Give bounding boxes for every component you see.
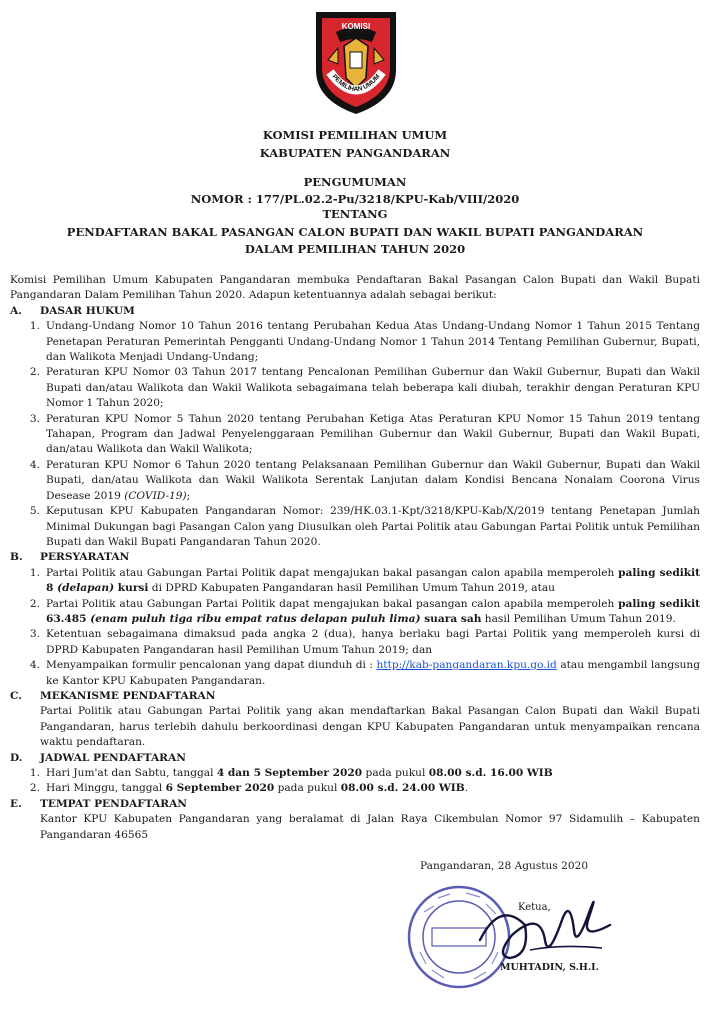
section-letter: A.: [10, 304, 22, 317]
list-item: 4. Menyampaikan formulir pencalonan yang dapat diunduh di : http://kab-pangandaran.kpu.go.id atau mengambil langsung ke Kantor KPU Kabupaten Pangandaran.: [29, 659, 701, 687]
section-letter: B.: [10, 551, 23, 564]
kpu-logo: [308, 8, 404, 118]
section-title: JADWAL PENDAFTARAN: [40, 751, 186, 764]
section-b-list: [10, 566, 700, 689]
section-a-list: [10, 319, 700, 550]
section-letter: D.: [10, 751, 23, 764]
list-item: 2. Hari Minggu, tanggal 6 September 2020 pada pukul 08.00 s.d. 24.00 WIB.: [29, 782, 469, 795]
section-letter: C.: [10, 689, 22, 702]
section-title: MEKANISME PENDAFTARAN: [40, 689, 216, 702]
list-item: 3. Peraturan KPU Nomor 5 Tahun 2020 tentang Perubahan Ketiga Atas Peraturan KPU Nomor 15 Tahun 2019 tentang Tahapan, Program dan Jadwal Penyelenggaraan Pemilihan Gubernur dan Wakil Gubernur, Bupati dan Wakil Bupati, dan/atau Walikota dan Wakil Walikota;: [29, 412, 700, 456]
place-date: Pangandaran, 28 Agustus 2020: [420, 860, 589, 872]
section-title: TEMPAT PENDAFTARAN: [40, 797, 187, 810]
section-d-heading: [10, 751, 700, 766]
logo-text-top: KOMISI: [341, 22, 371, 31]
doc-type: PENGUMUMAN: [303, 175, 407, 189]
intro-paragraph: Komisi Pemilihan Umum Kabupaten Pangandaran membuka Pendaftaran Bakal Pasangan Calon Bupati dan Wakil Bupati Pangandaran Dalam Pemilihan Tahun 2020. Adapun ketentuannya adalah sebagai berikut:: [10, 274, 700, 302]
section-e-heading: [10, 797, 700, 812]
section-letter: E.: [10, 797, 22, 810]
section-title: PERSYARATAN: [40, 551, 130, 564]
section-d-list: [10, 766, 700, 797]
section-a-heading: [10, 304, 700, 319]
section-b-heading: [10, 550, 700, 565]
doc-subject-line-1: PENDAFTARAN BAKAL PASANGAN CALON BUPATI DAN WAKIL BUPATI PANGANDARAN: [66, 225, 644, 239]
doc-number: NOMOR : 177/PL.02.2-Pu/3218/KPU-Kab/VIII/2020: [190, 192, 520, 206]
list-item: 1. Undang-Undang Nomor 10 Tahun 2016 tentang Perubahan Kedua Atas Undang-Undang Nomor 1 Tahun 2015 Tentang Penetapan Peraturan Pemerintah Pengganti Undang-Undang Nomor 1 Tahun 2014 Tentang Pemilihan Gubernur, Bupati, dan Walikota Menjadi Undang-Undang;: [29, 320, 700, 364]
logo-text-bottom: PEMILIHAN UMUM: [330, 73, 382, 94]
org-line-2: KABUPATEN PANGANDARAN: [259, 146, 451, 160]
list-item: 2. Partai Politik atau Gabungan Partai Politik dapat mengajukan bakal pasangan calon apabila memperoleh paling sedikit 63.485 (enam puluh tiga ribu empat ratus delapan puluh lima) suara sah hasil Pemilihan Umum Tahun 2019.: [29, 597, 701, 625]
section-c-heading: [10, 689, 700, 704]
signer-name: MUHTADIN, S.H.I.: [500, 962, 599, 973]
list-item: 4. Peraturan KPU Nomor 6 Tahun 2020 tentang Pelaksanaan Pemilihan Gubernur dan Wakil Gubernur, Bupati dan Wakil Bupati, dan/atau Walikota dan Wakil Walikota Serentak Lanjutan dalam Kondisi Bencana Nonalam Coorona Virus Desease 2019 (COVID-19);: [29, 458, 700, 502]
list-item: 1. Hari Jum'at dan Sabtu, tanggal 4 dan 5 September 2020 pada pukul 08.00 s.d. 16.00 WIB: [29, 767, 553, 779]
org-line-1: KOMISI PEMILIHAN UMUM: [262, 128, 448, 142]
download-link[interactable]: http://kab-pangandaran.kpu.go.id: [376, 659, 557, 672]
list-item: 5. Keputusan KPU Kabupaten Pangandaran Nomor: 239/HK.03.1-Kpt/3218/KPU-Kab/X/2019 tentang Penetapan Jumlah Minimal Dukungan bagi Pasangan Calon yang Diusulkan oleh Partai Politik atau Gabungan Partai Politik untuk Pemilihan Bupati dan Wakil Bupati Pangandaran Tahun 2020.: [29, 505, 700, 548]
list-item: 2. Peraturan KPU Nomor 03 Tahun 2017 tentang Pencalonan Pemilihan Gubernur dan Wakil Gubernur, Bupati dan Wakil Bupati dan/atau Walikota dan Wakil Walikota sebagaimana telah beberapa kali diubah, terakhir dengan Peraturan KPU Nomor 1 Tahun 2020;: [29, 366, 700, 410]
signer-role: Ketua,: [518, 902, 551, 913]
section-title: DASAR HUKUM: [40, 304, 135, 317]
doc-about: TENTANG: [322, 207, 388, 221]
doc-subject-line-2: DALAM PEMILIHAN TAHUN 2020: [244, 242, 466, 256]
section-e-text: Kantor KPU Kabupaten Pangandaran yang beralamat di Jalan Raya Cikembulan Nomor 97 Sidamulih – Kabupaten Pangandaran 46565: [40, 813, 700, 841]
list-item: 1. Partai Politik atau Gabungan Partai Politik dapat mengajukan bakal pasangan calon apabila memperoleh paling sedikit 8 (delapan) kursi di DPRD Kabupaten Pangandaran hasil Pemilihan Umum Tahun 2019, atau: [29, 566, 701, 595]
announcement-body: [10, 273, 700, 843]
list-item: 3. Ketentuan sebagaimana dimaksud pada angka 2 (dua), hanya berlaku bagi Partai Politik yang memperoleh kursi di DPRD Kabupaten Pangandaran hasil Pemilihan Umum Tahun 2019; dan: [29, 628, 700, 656]
section-c-text: Partai Politik atau Gabungan Partai Politik yang akan mendaftarkan Bakal Pasangan Calon Bupati dan Wakil Bupati Pangandaran, harus terlebih dahulu berkoordinasi dengan KPU Kabupaten Pangandaran untuk menyampaikan rencana waktu pendaftaran.: [40, 705, 700, 749]
